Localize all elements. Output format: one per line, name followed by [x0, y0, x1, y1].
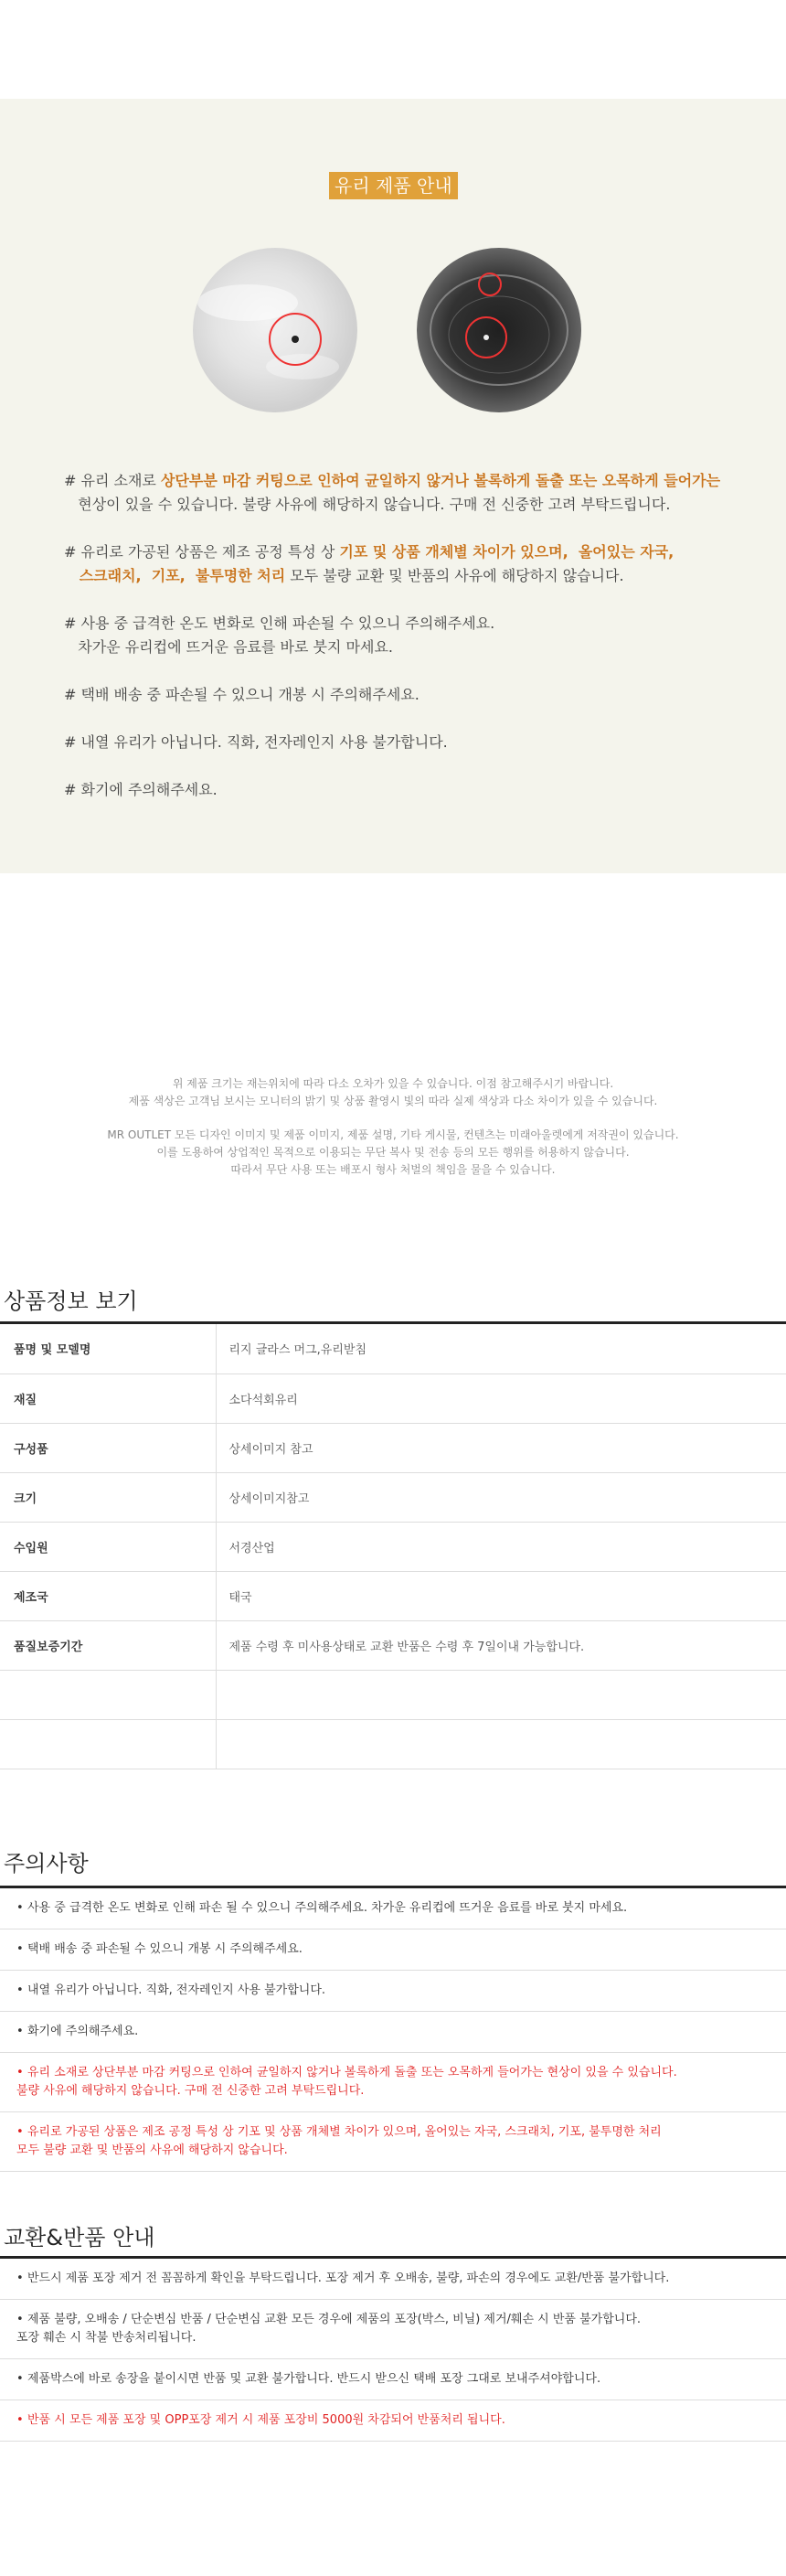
- list-item-text: 제품 불량, 오배송 / 단순변심 반품 / 단순변심 교환 모든 경우에 제품의 포장(박스, 비닐) 제거/훼손 시 반품 불가합니다. 포장 훼손 시 착불 반송처리됩니다.: [16, 2313, 642, 2345]
- cautions-title: 주의사항: [4, 1851, 89, 1876]
- spec-value: 소다석회유리: [216, 1374, 786, 1423]
- glass-note: # 내열 유리가 아닙니다. 직화, 전자레인지 사용 불가합니다.: [64, 733, 448, 751]
- list-item: [0, 2112, 786, 2172]
- bullet-icon: •: [16, 1942, 24, 1956]
- spec-label: 크기: [0, 1472, 216, 1522]
- disclaimer-copy-ban: 이를 도용하여 상업적인 목적으로 이용되는 무단 복사 및 전송 등의 모든 행위를 허용하지 않습니다.: [156, 1146, 630, 1159]
- bullet-icon: •: [16, 2066, 24, 2079]
- product-info-title: 상품정보 보기: [4, 1288, 138, 1314]
- bullet-icon: •: [16, 2313, 24, 2326]
- spec-label: 제조국: [0, 1571, 216, 1620]
- list-item: [0, 2400, 786, 2442]
- glass-note: # 유리 소재로 상단부분 마감 커팅으로 인하여 균일하지 않거나 볼록하게 돌출 또는 오목하게 들어가는 현상이 있을 수 있습니다. 불량 사유에 해당하지 않습니다. 구매 전 신중한 고려 부탁드립니다.: [64, 472, 721, 513]
- glass-bottom-photo: [193, 248, 357, 412]
- list-item: [0, 2359, 786, 2400]
- bullet-icon: •: [16, 2413, 24, 2427]
- bullet-icon: •: [16, 2125, 24, 2139]
- exchange-list: [0, 2259, 786, 2442]
- table-row: [0, 1719, 786, 1769]
- list-item: [0, 1888, 786, 1929]
- spec-label: [0, 1719, 216, 1769]
- spec-label: 구성품: [0, 1423, 216, 1472]
- disclaimer-color-note: 제품 색상은 고객님 보시는 모니터의 밝기 및 상품 촬영시 빛의 따라 실제 색상과 다소 차이가 있을 수 있습니다.: [128, 1095, 658, 1107]
- spec-label: 품명 및 모델명: [0, 1324, 216, 1374]
- spec-value: 상세이미지참고: [216, 1472, 786, 1522]
- glass-notice-list: [64, 469, 740, 826]
- table-row: [0, 1472, 786, 1522]
- spec-value: 서경산업: [216, 1522, 786, 1571]
- exchange-title: 교환&반품 안내: [4, 2225, 155, 2250]
- spec-value: [216, 1670, 786, 1719]
- bullet-icon: •: [16, 1983, 24, 1997]
- glass-notice-section: [0, 99, 786, 873]
- list-item-text: 화기에 주의해주세요.: [27, 2025, 139, 2038]
- list-item: [0, 2012, 786, 2053]
- table-row: [0, 1374, 786, 1423]
- table-row: [0, 1571, 786, 1620]
- list-item-text: 유리 소재로 상단부분 마감 커팅으로 인하여 균일하지 않거나 볼록하게 돌출 또는 오목하게 들어가는 현상이 있을 수 있습니다. 불량 사유에 해당하지 않습니다. 구매 전 신중한 고려 부탁드립니다.: [16, 2066, 677, 2098]
- cautions-list: [0, 1888, 786, 2172]
- table-row: [0, 1522, 786, 1571]
- bullet-icon: •: [16, 1901, 24, 1915]
- glass-rim-photo: [417, 248, 581, 412]
- list-item-text: 사용 중 급격한 온도 변화로 인해 파손 될 수 있으니 주의해주세요. 차가운 유리컵에 뜨거운 음료를 바로 붓지 마세요.: [27, 1901, 628, 1915]
- glass-note: # 유리로 가공된 상품은 제조 공정 특성 상 기포 및 상품 개체별 차이가 있으며, 올어있는 자국, 스크래치, 기포, 불투명한 처리 모두 불량 교환 및 반품의 사유에 해당하지 않습니다.: [64, 543, 674, 584]
- spec-value: 제품 수령 후 미사용상태로 교환 반품은 수령 후 7일이내 가능합니다.: [216, 1620, 786, 1670]
- spec-value: 태국: [216, 1571, 786, 1620]
- spec-label: 수입원: [0, 1522, 216, 1571]
- list-item: [0, 1971, 786, 2012]
- glass-note: # 사용 중 급격한 온도 변화로 인해 파손될 수 있으니 주의해주세요. 차가운 유리컵에 뜨거운 음료를 바로 붓지 마세요.: [64, 615, 495, 656]
- glass-note: # 화기에 주의해주세요.: [64, 781, 218, 798]
- list-item: [0, 2300, 786, 2359]
- disclaimer-penalty: 따라서 무단 사용 또는 배포시 형사 처벌의 책임을 물을 수 있습니다.: [230, 1163, 556, 1176]
- list-item-text: 유리로 가공된 상품은 제조 공정 특성 상 기포 및 상품 개체별 차이가 있으며, 올어있는 자국, 스크래치, 기포, 불투명한 처리 모두 불량 교환 및 반품의 사유에 해당하지 않습니다.: [16, 2125, 662, 2157]
- spec-label: 품질보증기간: [0, 1620, 216, 1670]
- spec-value: 리지 글라스 머그,유리받침: [216, 1324, 786, 1374]
- table-row: [0, 1423, 786, 1472]
- list-item-text: 택배 배송 중 파손될 수 있으니 개봉 시 주의해주세요.: [27, 1942, 303, 1956]
- list-item: [0, 2053, 786, 2112]
- list-item-text: 반드시 제품 포장 제거 전 꼼꼼하게 확인을 부탁드립니다. 포장 제거 후 오배송, 불량, 파손의 경우에도 교환/반품 불가합니다.: [27, 2271, 670, 2285]
- bullet-icon: •: [16, 2025, 24, 2038]
- disclaimer: [0, 1075, 786, 1179]
- list-item: [0, 2259, 786, 2300]
- disclaimer-size-note: 위 제품 크기는 재는위치에 따라 다소 오차가 있을 수 있습니다. 이점 참고해주시기 바랍니다.: [172, 1077, 614, 1090]
- glass-note-highlight: 상단부분 마감 커팅으로 인하여 균일하지 않거나 볼록하게 돌출 또는 오목하게 들어가는: [160, 472, 721, 489]
- table-row: [0, 1620, 786, 1670]
- bullet-icon: •: [16, 2271, 24, 2285]
- glass-note-highlight: 기포 및 상품 개체별 차이가 있으며, 올어있는 자국, 스크래치, 기포, 불투명한 처리: [79, 543, 674, 584]
- spec-value: [216, 1719, 786, 1769]
- table-row: [0, 1324, 786, 1374]
- list-item-text: 제품박스에 바로 송장을 붙이시면 반품 및 교환 불가합니다. 반드시 받으신 택배 포장 그대로 보내주셔야합니다.: [27, 2372, 601, 2386]
- spec-label: 재질: [0, 1374, 216, 1423]
- spec-label: [0, 1670, 216, 1719]
- spec-value: 상세이미지 참고: [216, 1423, 786, 1472]
- glass-notice-title: 유리 제품 안내: [329, 172, 458, 199]
- list-item-text: 반품 시 모든 제품 포장 및 OPP포장 제거 시 제품 포장비 5000원 차감되어 반품처리 됩니다.: [27, 2413, 505, 2427]
- table-row: [0, 1670, 786, 1719]
- product-info-table: [0, 1324, 786, 1769]
- list-item-text: 내열 유리가 아닙니다. 직화, 전자레인지 사용 불가합니다.: [27, 1983, 326, 1997]
- glass-note: # 택배 배송 중 파손될 수 있으니 개봉 시 주의해주세요.: [64, 686, 420, 703]
- bullet-icon: •: [16, 2372, 24, 2386]
- list-item: [0, 1929, 786, 1971]
- disclaimer-copyright: MR OUTLET 모든 디자인 이미지 및 제품 이미지, 제품 설명, 기타 게시물, 컨텐츠는 미래아울렛에게 저작권이 있습니다.: [107, 1128, 679, 1141]
